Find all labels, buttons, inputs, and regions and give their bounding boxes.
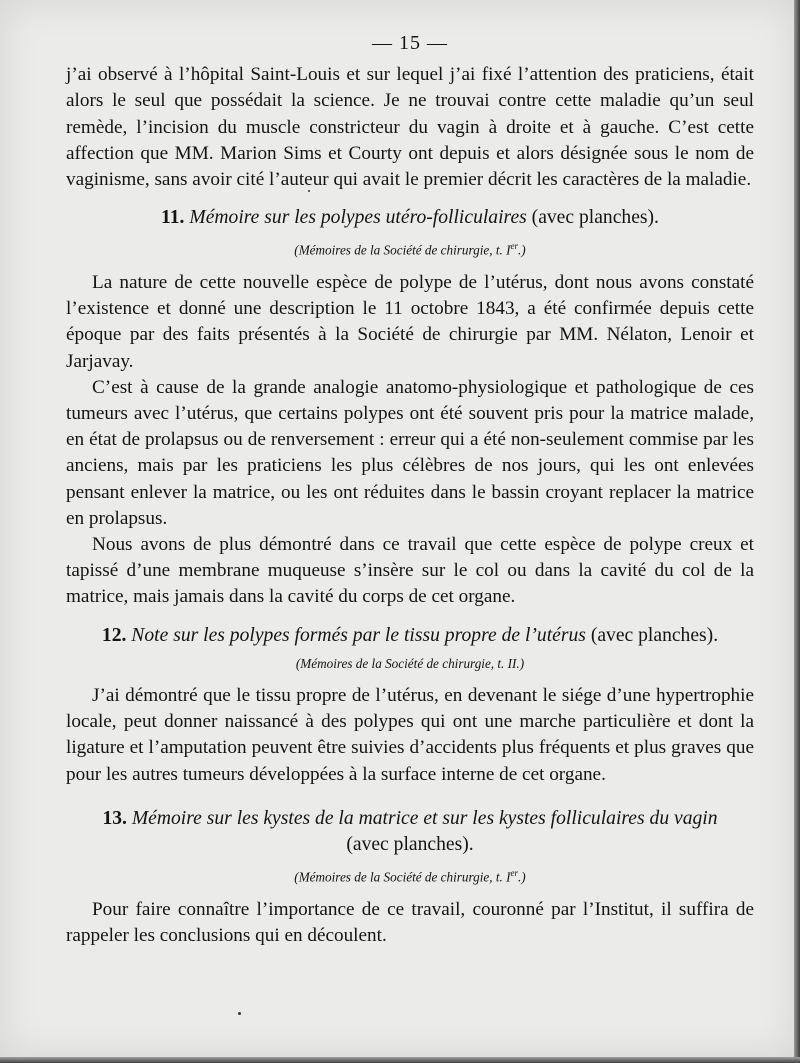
section-12-reference: (Mémoires de la Société de chirurgie, t. II.) <box>295 655 525 671</box>
intro-paragraph: j’ai observé à l’hôpital Saint-Louis et sur lequel j’ai fixé l’attention des praticiens, était alors le seul que possédait la science. Je ne trouvai contre cette maladie qu’un seul remède, l’incision du muscle constricteur du vagin à droite et à gauche. C’est cette affection que MM. Marion Sims et Courty ont depuis et alors désignée sous le nom de vaginisme, sans avoir cité l’auteur qui avait le premier décrit les caractères de la maladie. <box>66 64 754 191</box>
section-13-reference <box>66 860 754 891</box>
section-13-ref-end: .) <box>517 869 526 885</box>
section-11-heading <box>66 205 754 231</box>
section-12-number: 12. <box>101 624 127 646</box>
section-12-suffix: (avec planches). <box>585 624 719 646</box>
page-edge-bottom <box>0 1057 800 1063</box>
section-11-paragraph: La nature de cette nouvelle espèce de polype de l’utérus, dont nous avons constaté l’existence et donné une description le 11 octobre 1843, a été confirmée depuis cette époque par des faits présentés à la Société de chirurgie par MM. Nélaton, Lenoir et Jarjavay. <box>66 272 754 372</box>
section-13-number: 13. <box>102 807 127 829</box>
section-13-title: Mémoire sur les kystes de la matrice et sur les kystes folliculaires du vagin <box>131 807 718 829</box>
section-13-ref-text: (Mémoires de la Société de chirurgie, t. I <box>294 869 511 885</box>
section-12-title: Note sur les polypes formés par le tissu propre de l’utérus <box>131 624 586 646</box>
section-11-number: 11. <box>161 207 185 229</box>
page-number: — 15 — <box>372 32 448 54</box>
section-11-paragraph: Nous avons de plus démontré dans ce travail que cette espèce de polype creux et tapissé d’une membrane muqueuse s’insère sur le col ou dans la cavité du col de la matrice, mais jamais dans la cavité du corps de cet organe. <box>66 534 754 608</box>
section-11-ref-end: .) <box>517 242 526 258</box>
page-edge-right <box>794 0 800 1063</box>
section-13-paragraph: Pour faire connaître l’importance de ce travail, couronné par l’Institut, il suffira de rappeler les conclusions qui en découlent. <box>66 898 754 947</box>
section-13-suffix: (avec planches). <box>346 834 474 856</box>
section-11-ref-text: (Mémoires de la Société de chirurgie, t. I <box>294 242 511 258</box>
section-12-heading <box>66 623 754 649</box>
section-11-ref-sup: er <box>510 241 518 252</box>
ink-speck <box>238 1012 241 1015</box>
ink-speck <box>308 190 310 192</box>
section-11-paragraph: C’est à cause de la grande analogie anatomo-physiologique et pathologique de ces tumeurs avec l’utérus, que certains polypes ont été souvent pris pour la matrice malade, en état de prolapsus ou de renversement : erreur qui a été non-seulement commise par les anciens, mais par les praticiens les plus célèbres de nos jours, qui les ont enlevées pensant enlever la matrice, ou les ont réduites dans le bassin croyant replacer la matrice en prolapsus. <box>66 376 754 529</box>
section-13-heading <box>66 806 754 858</box>
page-content <box>66 30 754 949</box>
section-11-suffix: (avec planches). <box>526 207 659 229</box>
section-12-paragraph: J’ai démontré que le tissu propre de l’utérus, en devenant le siége d’une hypertrophie locale, peut donner naissancé à des polypes qui ont une marche particulière et dont la ligature et l’amputation peuvent être suivies d’accidents plus fréquents et plus graves que pour les autres tumeurs développées à la surface interne de cet organe. <box>66 685 754 785</box>
section-11-reference <box>66 233 754 264</box>
section-13-ref-sup: er <box>510 868 518 879</box>
section-11-title: Mémoire sur les polypes utéro-folliculaires <box>189 207 527 229</box>
